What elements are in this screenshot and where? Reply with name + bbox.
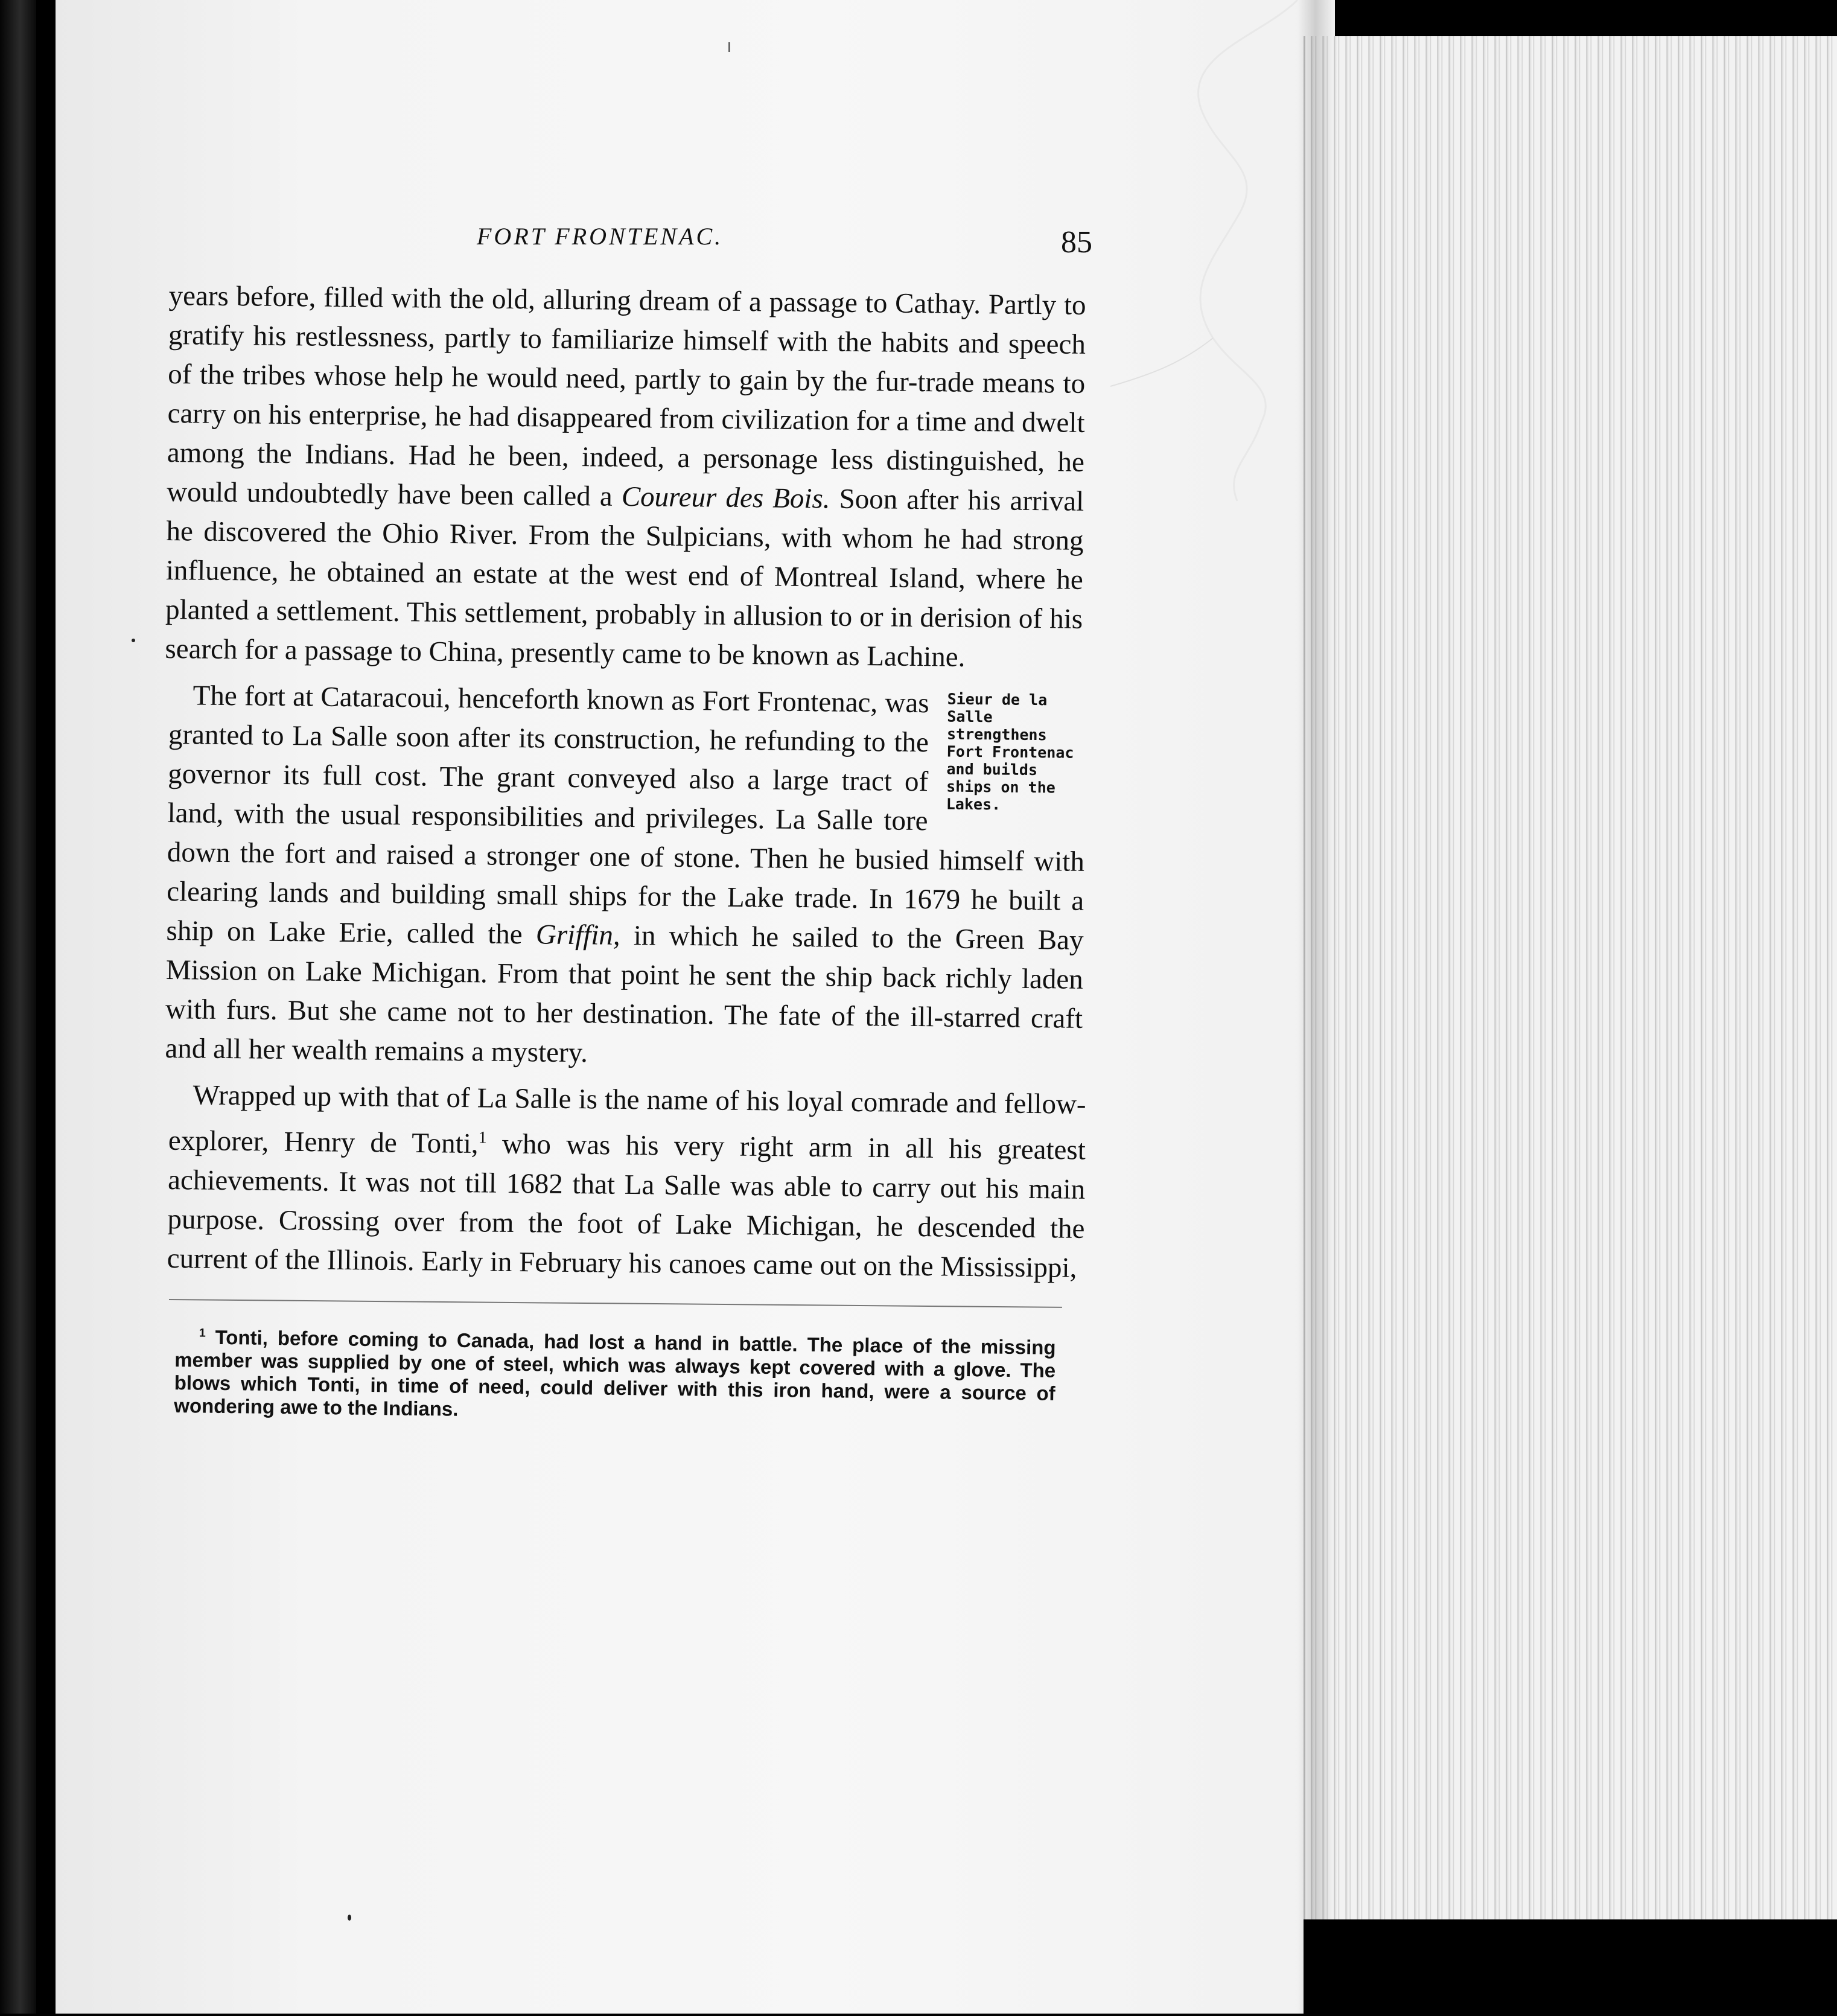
margin-note: Sieur de la Salle strengthens Fort Frontenac and builds ships on the Lakes. [946, 690, 1074, 814]
footnote-text: Tonti, before coming to Canada, had lost a hand in battle. The place of the missing member was supplied by one of steel, which was always kept covered with a glove. The blows which Tonti, in time of need, could deliver with this iron hand, were a source of wondering awe to the Indians. [174, 1325, 1056, 1420]
running-head [169, 211, 1092, 266]
paragraph-2-text-rest: in which he sailed to the Green Bay Mission on Lake Michigan. From that point he sent the ship back richly laden with furs. But she came not to her destination. The fate of the ill-starred craft and all her wealth remains a mystery. [165, 920, 1084, 1069]
paragraph-2-text: The fort at Cataracoui, henceforth known as Fort Frontenac, was granted to La Salle soon after its construction, he refunding to the governor its full cost. The grant conveyed also a large tract of land, with the usual responsibilities and privileges. La Salle tore down the fort and raised a stronger one of stone. Then he busied himself with clearing lands and building small ships for the Lake trade. In 1679 he built a ship on Lake Erie, called the [166, 680, 1085, 951]
footnote-marker: 1 [199, 1326, 206, 1340]
paragraph-3-text-rest: who was his very right arm in all his greatest achievements. It was not till 1682 that La Salle was able to carry out his main purpose. Crossing over from the foot of Lake Michigan, he descended the current of the Illinois. Early in February his canoes came out on the Mississippi, [167, 1128, 1086, 1284]
paragraph-1 [165, 276, 1086, 678]
paragraph-1-text: years before, filled with the old, alluring dream of a passage to Cathay. Partly to gratify his restlessness, partly to familiarize himself with the habits and speech of the tribes whose help he would need, partly to gain by the fur-trade means to carry on his enterprise, he had disappeared from civilization for a time and dwelt among the Indians. Had he been, indeed, a personage less distinguished, he would undoubtedly have been called a [166, 279, 1086, 512]
page-number: 85 [1061, 225, 1092, 260]
running-title: FORT FRONTENAC. [477, 223, 724, 250]
scan-speck [132, 639, 135, 642]
paragraph-1-text-rest: Soon after his arrival he discovered the Ohio River. From the Sulpicians, with whom he had strong influence, he obtained an estate at the west end of Montreal Island, where he planted a settlement. This settlement, probably in allusion to or in derision of his search for a passage to China, presently came to be known as Lachine. [165, 483, 1084, 673]
page-text-block [165, 211, 1092, 1437]
paragraph-2-italic: Griffin, [535, 919, 620, 951]
footnote [174, 1321, 1056, 1428]
stray-thread [1110, 0, 1533, 543]
footnote-rule [169, 1299, 1062, 1309]
paragraph-1-italic: Coureur des Bois. [621, 480, 830, 515]
background-shadow [1304, 1919, 1837, 2016]
paragraph-2 [165, 676, 1086, 1078]
previous-page-edge [0, 0, 36, 2014]
paragraph-3 [167, 1076, 1086, 1288]
footnote-reference: 1 [478, 1128, 487, 1147]
scan-speck [728, 42, 730, 52]
paragraph-3-text: Wrapped up with that of La Salle is the name of his loyal comrade and fellow-explorer, Henry de Tonti, [168, 1079, 1086, 1160]
scan-speck [348, 1915, 351, 1921]
